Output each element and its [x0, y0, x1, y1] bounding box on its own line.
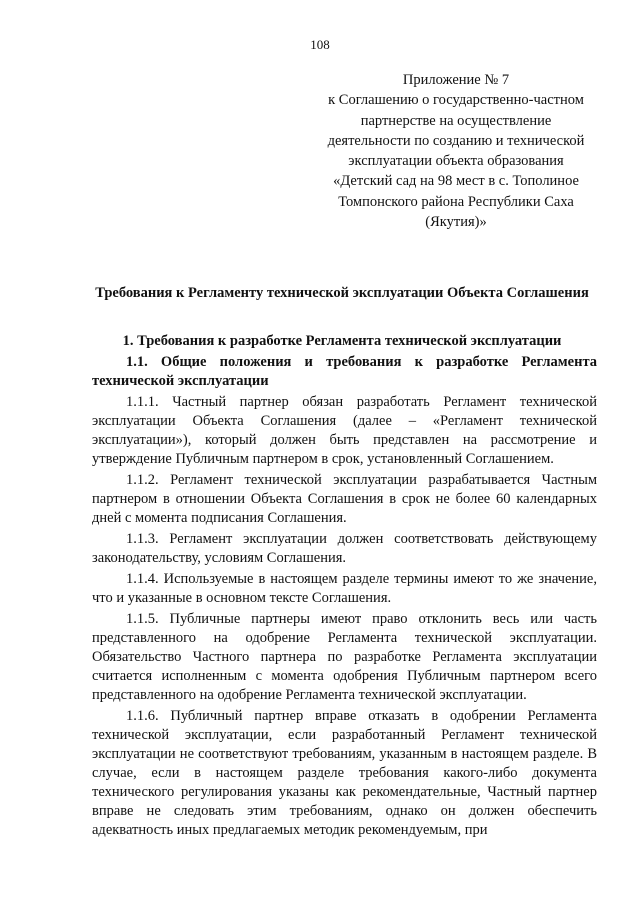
document-title: Требования к Регламенту технической эксплуатации Объекта Соглашения	[95, 285, 589, 301]
appendix-line: Приложение № 7	[402, 72, 510, 88]
appendix-line: эксплуатации объекта образования	[348, 153, 564, 170]
paragraph: 1.1.4. Используемые в настоящем разделе термины имеют то же значение, что и указанные в основном тексте Соглашения.	[92, 571, 597, 606]
subsection-heading: 1.1. Общие положения и требования к разработке Регламента технической эксплуатации	[92, 354, 597, 389]
appendix-line: партнерстве на осуществление	[360, 112, 552, 129]
appendix-block	[318, 70, 594, 232]
paragraph: 1.1.1. Частный партнер обязан разработать Регламент технической эксплуатации Объекта Соглашения (далее – «Регламент технической эксплуатации»), который должен быть представлен на рассмотрение и утверждение Публичным партнером в срок, установленный Соглашением.	[92, 394, 597, 467]
paragraph: 1.1.3. Регламент эксплуатации должен соответствовать действующему законодательству, условиям Соглашения.	[92, 531, 597, 566]
appendix-line: (Якутия)»	[425, 214, 487, 231]
page-number: 108	[310, 37, 330, 52]
appendix-line: Томпонского района Республики Саха	[338, 193, 574, 210]
appendix-line: «Детский сад на 98 мест в с. Тополиное	[333, 173, 579, 190]
appendix-line: к Соглашению о государственно-частном	[328, 92, 584, 109]
paragraph: 1.1.2. Регламент технической эксплуатации разрабатывается Частным партнером в отношении Объекта Соглашения в срок не более 60 календарных дней с момента подписания Соглашения.	[92, 472, 597, 526]
appendix-line: деятельности по созданию и технической	[327, 132, 585, 149]
section-heading: 1. Требования к разработке Регламента технической эксплуатации	[122, 333, 562, 349]
document-body	[92, 353, 597, 842]
paragraph: 1.1.5. Публичные партнеры имеют право отклонить весь или часть представленного на одобрение Регламента технической эксплуатации. Обязательство Частного партнера по разработке Регламента эксплуатации считается исполненным с момента одобрения Публичным партнером всего представленного на одобрение Регламента технической эксплуатации.	[92, 611, 597, 703]
paragraph: 1.1.6. Публичный партнер вправе отказать в одобрении Регламента технической эксплуатации, если разработанный Регламент технической эксплуатации не соответствуют требованиям, указанным в настоящем разделе. В случае, если в настоящем разделе требования какого-либо документа технического регулирования указаны как рекомендательные, Частный партнер вправе не следовать этим требованиям, однако он должен обеспечить адекватность иных предлагаемых методик рекомендуемым, при	[92, 708, 597, 838]
